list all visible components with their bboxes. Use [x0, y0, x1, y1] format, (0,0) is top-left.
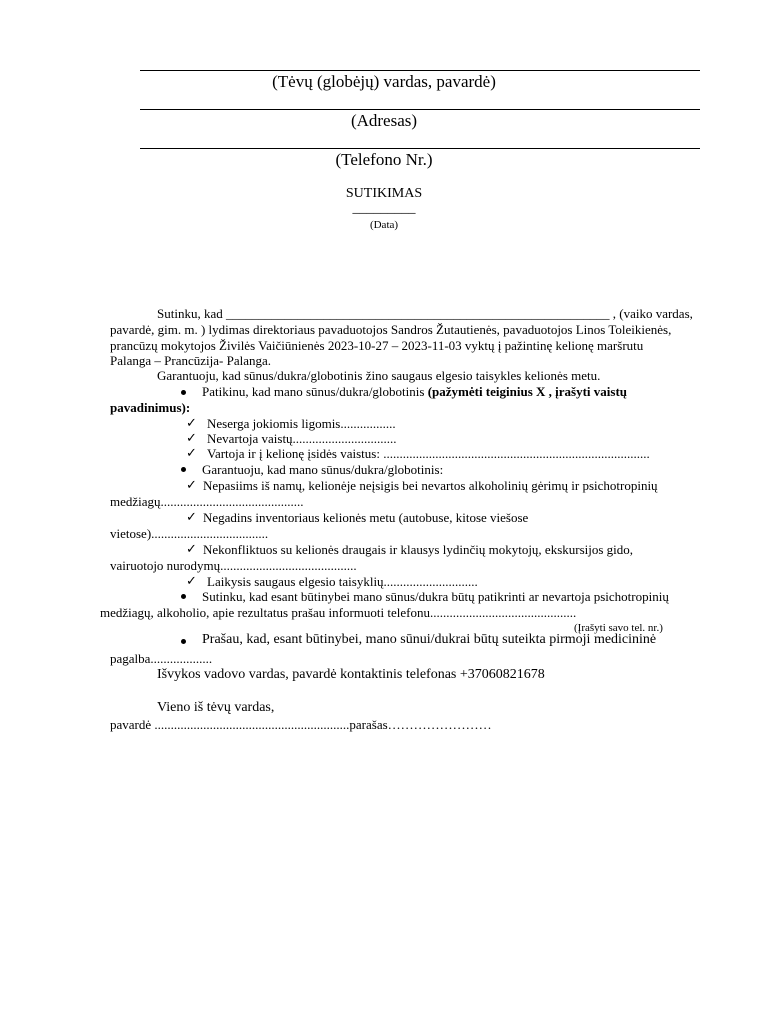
child-name-hint: , (vaiko vardas,: [609, 306, 693, 321]
assure-text: Patikinu, kad mano sūnus/dukra/globotinis: [202, 384, 428, 399]
consent-line-1: [157, 306, 693, 322]
check-icon: ✓: [186, 541, 197, 556]
consent-line-2: pavardė, gim. m. ) lydimas direktoriaus pavaduotojos Sandros Žutautienės, pavaduotojos Linos Toleikienės,: [110, 322, 672, 337]
bullet-dot: [181, 467, 186, 472]
check-icon: ✓: [186, 477, 197, 492]
phone-label: (Telefono Nr.): [335, 150, 433, 169]
assure-instruction-end: [110, 400, 190, 416]
assure-instruction: (pažymėti teiginius X , įrašyti vaistų: [427, 384, 628, 399]
trip-leader-contact: Išvykos vadovo vardas, pavardė kontaktinis telefonas +37060821678: [157, 667, 545, 682]
check-icon: ✓: [186, 415, 197, 430]
item-no-alcohol: Nepasiims iš namų, kelionėje neįsigis bei nevartos alkoholinių gėrimų ir psichotropinių: [203, 478, 658, 493]
child-name-blank: ___________________________________________________________: [225, 306, 610, 321]
consent-intro: Sutinku, kad: [157, 306, 226, 321]
check-icon: ✓: [186, 509, 197, 524]
item-no-illness: Neserga jokiomis ligomis.................: [207, 416, 396, 431]
address-line: [140, 109, 700, 110]
date-line: _________: [352, 201, 416, 216]
signature-line: pavardė ............................................................parašas……………………: [110, 717, 492, 732]
parent-name-line: [140, 70, 700, 71]
guarantee-rules: Garantuoju, kad sūnus/dukra/globotinis žino saugaus elgesio taisykles kelionės metu.: [157, 368, 601, 383]
item-safety-rules: Laikysis saugaus elgesio taisyklių.............................: [207, 574, 478, 589]
page-title: SUTIKIMAS: [345, 186, 423, 201]
parent-name-label: (Tėvų (globėjų) vardas, pavardė): [272, 72, 496, 91]
item-no-alcohol-cont: medžiagų............................................: [110, 494, 304, 509]
item-takes-meds: Vartoja ir į kelionę įsidės vaistus: ..................................................................................: [207, 446, 650, 461]
item-no-meds: Nevartoja vaistų................................: [207, 431, 397, 446]
item-no-conflict-cont: vairuotojo nurodymų..........................................: [110, 558, 357, 573]
phone-hint: (Įrašyti savo tel. nr.): [574, 622, 663, 634]
consent-line-3: prancūzų mokytojos Živilės Vaičiūnienės 2023-10-27 – 2023-11-03 vyktų į pažintinę kelionę maršrutu: [110, 338, 644, 353]
bullet-dot: [181, 639, 186, 644]
bullet-dot: [181, 390, 186, 395]
testing-consent-cont: medžiagų, alkoholio, apie rezultatus prašau informuoti telefonu.............................................: [100, 605, 577, 620]
check-icon: ✓: [186, 573, 197, 588]
item-no-damage: Negadins inventoriaus kelionės metu (autobuse, kitose viešose: [203, 510, 529, 525]
first-aid-request-cont: pagalba...................: [110, 651, 213, 666]
assure-instruction-end-text: pavadinimus):: [110, 400, 191, 415]
phone-line: [140, 148, 700, 149]
address-label: (Adresas): [350, 111, 418, 130]
testing-consent: Sutinku, kad esant būtinybei mano sūnus/dukra būtų patikrinti ar nevartoja psichotropinių: [202, 589, 669, 604]
assure-statement: [202, 384, 627, 400]
signature-label: Vieno iš tėvų vardas,: [157, 700, 275, 715]
item-no-conflict: Nekonfliktuos su kelionės draugais ir klausys lydinčių mokytojų, ekskursijos gido,: [203, 542, 634, 557]
item-no-damage-cont: vietose)....................................: [110, 526, 269, 541]
check-icon: ✓: [186, 445, 197, 460]
guarantee-statement: Garantuoju, kad mano sūnus/dukra/globotinis:: [202, 462, 444, 477]
bullet-dot: [181, 594, 186, 599]
consent-line-4: Palanga – Prancūzija- Palanga.: [110, 353, 271, 368]
check-icon: ✓: [186, 430, 197, 445]
date-label: (Data): [369, 219, 399, 231]
first-aid-request: Prašau, kad, esant būtinybei, mano sūnui/dukrai būtų suteikta pirmoji medicininė: [202, 632, 657, 647]
